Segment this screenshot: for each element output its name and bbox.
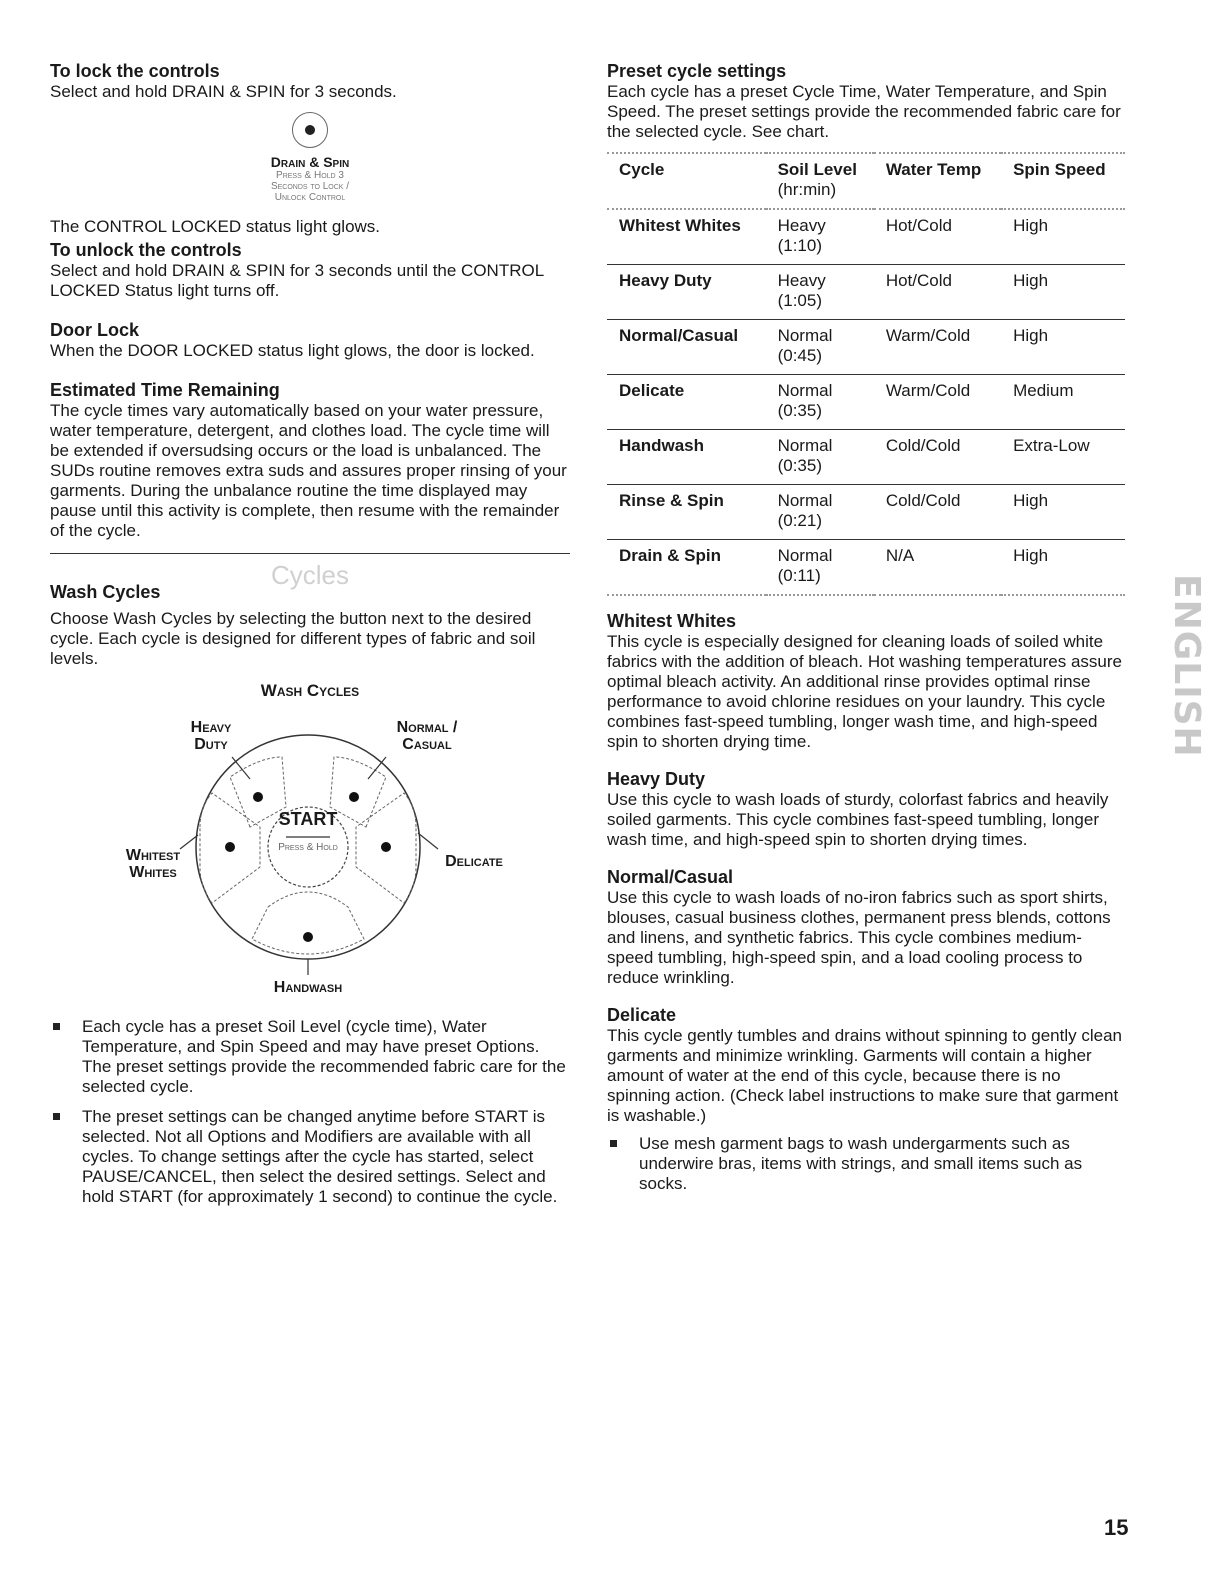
estimated-time-heading: Estimated Time Remaining	[50, 380, 280, 400]
dial-label-delicate: Delicate	[445, 853, 503, 870]
cell-spin: Medium	[1001, 375, 1125, 430]
dial-duty: Duty	[194, 736, 228, 753]
dial-casual: Casual	[402, 736, 452, 753]
unlock-heading: To unlock the controls	[50, 240, 242, 260]
list-item: Use mesh garment bags to wash undergarments such as underwire bras, items with strings, and small items such as socks.	[607, 1134, 1127, 1194]
wash-cycles-dial	[50, 707, 570, 1007]
cell-cycle: Heavy Duty	[607, 265, 766, 320]
door-lock-heading: Door Lock	[50, 320, 140, 340]
preset-text: Each cycle has a preset Cycle Time, Water Temperature, and Spin Speed. The preset settings provide the recommended fabric care for the selected cycle. See chart.	[607, 82, 1121, 141]
cell-spin: High	[1001, 540, 1125, 596]
cell-temp: Hot/Cold	[874, 209, 1001, 265]
time-value: (0:35)	[777, 401, 822, 420]
section-divider	[50, 553, 570, 554]
unlock-text: Select and hold DRAIN & SPIN for 3 seconds until the CONTROL LOCKED Status light turns off.	[50, 261, 544, 300]
drain-spin-button-icon	[292, 112, 328, 148]
soil-value: Normal	[777, 491, 833, 510]
time-value: (0:35)	[777, 456, 822, 475]
cell-soil	[766, 485, 874, 540]
time-value: (0:21)	[777, 511, 822, 530]
soil-level-sub: (hr:min)	[777, 180, 837, 199]
cell-cycle: Drain & Spin	[607, 540, 766, 596]
table-row	[607, 209, 1125, 265]
cell-temp: Cold/Cold	[874, 485, 1001, 540]
drain-spin-sub-3: Unlock Control	[274, 192, 346, 203]
lock-heading: To lock the controls	[50, 61, 220, 81]
cell-spin: High	[1001, 485, 1125, 540]
cycles-section-title: Cycles	[270, 560, 349, 590]
drain-spin-sub-1: Press & Hold 3	[276, 170, 344, 181]
time-value: (1:05)	[777, 291, 822, 310]
list-item: Each cycle has a preset Soil Level (cycle time), Water Temperature, and Spin Speed and may have preset Options. The preset settings provide the recommended fabric care for the selected cycle.	[50, 1017, 570, 1097]
col-header-cycle: Cycle	[607, 153, 766, 209]
page-number: 15	[1104, 1515, 1129, 1540]
soil-level-label: Soil Level	[777, 160, 857, 179]
cell-cycle: Rinse & Spin	[607, 485, 766, 540]
soil-value: Normal	[777, 326, 833, 345]
dial-start-sub: Press & Hold	[278, 842, 338, 853]
delicate-text: This cycle gently tumbles and drains without spinning to gently clean garments and minimize wrinkling. Garments will contain a higher amount of water at the end of this cycle, because there is no spinning action. (Check label instructions to make sure that garment is washable.)	[607, 1026, 1123, 1125]
lock-status-text: The CONTROL LOCKED status light glows.	[50, 217, 381, 236]
cell-spin: High	[1001, 320, 1125, 375]
cell-cycle: Whitest Whites	[607, 209, 766, 265]
cell-soil	[766, 375, 874, 430]
estimated-time-text: The cycle times vary automatically based on your water pressure, water temperature, detergent, and clothes load. The cycle time will be extended if oversudsing occurs or the load is unbalanced. The SUDs routine removes extra suds and assures proper rinsing of your garments. During the unbalance routine the time displayed may pause until this activity is complete, then resume with the remainder of the cycle.	[50, 401, 567, 540]
whitest-whites-text: This cycle is especially designed for cleaning loads of soiled white fabrics with the addition of bleach. Hot washing temperatures assure optimal bleach activity. An additional rinse provides optimal rinse performance to avoid chlorine residues on your laundry. This cycle combines fast-speed tumbling, longer wash time, and high-speed spin to shorten drying time.	[607, 632, 1122, 751]
cell-cycle: Normal/Casual	[607, 320, 766, 375]
soil-value: Heavy	[777, 271, 826, 290]
table-row	[607, 430, 1125, 485]
wash-cycles-heading: Wash Cycles	[50, 582, 161, 602]
col-header-soil-level	[766, 153, 874, 209]
col-header-water-temp: Water Temp	[874, 153, 1001, 209]
soil-value: Heavy	[777, 216, 826, 235]
drain-spin-button-label: Drain & Spin	[270, 154, 350, 170]
left-column	[50, 60, 570, 1217]
cell-temp: Cold/Cold	[874, 430, 1001, 485]
list-item: The preset settings can be changed anytime before START is selected. Not all Options and Modifiers are available with all cycles. To change settings after the cycle has started, select PAUSE/CANCEL, then select the desired settings. Select and hold START (for approximately 1 second) to continue the cycle.	[50, 1107, 570, 1207]
heavy-duty-text: Use this cycle to wash loads of sturdy, colorfast fabrics and heavily soiled garments. This cycle combines fast-speed tumbling, longer wash time, and high-speed spin to shorten drying times.	[607, 790, 1109, 849]
dial-label-handwash: Handwash	[273, 979, 343, 996]
cell-temp: Hot/Cold	[874, 265, 1001, 320]
cell-soil	[766, 540, 874, 596]
table-row	[607, 320, 1125, 375]
wash-cycles-text: Choose Wash Cycles by selecting the button next to the desired cycle. Each cycle is designed for different types of fabric and soil levels.	[50, 609, 536, 668]
time-value: (0:45)	[777, 346, 822, 365]
cell-soil	[766, 430, 874, 485]
time-value: (1:10)	[777, 236, 822, 255]
wash-cycles-dial-title: Wash Cycles	[260, 681, 360, 700]
dial-whitest: Whitest	[125, 847, 181, 864]
cell-temp: N/A	[874, 540, 1001, 596]
dial-whites: Whites	[129, 864, 177, 881]
heavy-duty-heading: Heavy Duty	[607, 769, 706, 789]
preset-heading: Preset cycle settings	[607, 61, 787, 81]
preset-bullet-list	[50, 1017, 570, 1207]
drain-spin-sub-2: Seconds to Lock /	[270, 181, 350, 192]
dial-label-whitest-whites	[108, 847, 198, 881]
cell-spin: High	[1001, 209, 1125, 265]
soil-value: Normal	[777, 381, 833, 400]
dial-start-label: START	[278, 809, 338, 829]
table-row	[607, 485, 1125, 540]
cell-soil	[766, 320, 874, 375]
cell-soil	[766, 209, 874, 265]
dial-label-normal-casual	[372, 719, 482, 753]
dial-label-heavy-duty	[166, 719, 256, 753]
cell-spin: Extra-Low	[1001, 430, 1125, 485]
drain-spin-button-figure	[50, 112, 570, 203]
table-row	[607, 375, 1125, 430]
normal-casual-text: Use this cycle to wash loads of no-iron fabrics such as sport shirts, blouses, casual business clothes, permanent press blends, cottons and linens, and synthetic fabrics. This cycle combines medium-speed tumbling, high-speed spin, and a load cooling process to reduce wrinkling.	[607, 888, 1111, 987]
whitest-whites-heading: Whitest Whites	[607, 611, 736, 631]
lock-text: Select and hold DRAIN & SPIN for 3 seconds.	[50, 82, 397, 101]
cell-cycle: Delicate	[607, 375, 766, 430]
col-header-spin-speed: Spin Speed	[1001, 153, 1125, 209]
delicate-heading: Delicate	[607, 1005, 677, 1025]
door-lock-text: When the DOOR LOCKED status light glows, the door is locked.	[50, 341, 535, 360]
normal-casual-heading: Normal/Casual	[607, 867, 734, 887]
right-column	[607, 60, 1127, 1204]
soil-value: Normal	[777, 436, 833, 455]
dial-heavy: Heavy	[190, 719, 232, 736]
table-row	[607, 540, 1125, 596]
cell-temp: Warm/Cold	[874, 375, 1001, 430]
table-header-row	[607, 153, 1125, 209]
cell-spin: High	[1001, 265, 1125, 320]
cell-cycle: Handwash	[607, 430, 766, 485]
dial-normal: Normal /	[396, 719, 458, 736]
delicate-bullet-list	[607, 1134, 1127, 1194]
cycle-settings-table	[607, 152, 1125, 596]
time-value: (0:11)	[777, 566, 821, 585]
soil-value: Normal	[777, 546, 833, 565]
cell-temp: Warm/Cold	[874, 320, 1001, 375]
cell-soil	[766, 265, 874, 320]
language-side-tab: ENGLISH	[1166, 574, 1207, 758]
table-row	[607, 265, 1125, 320]
